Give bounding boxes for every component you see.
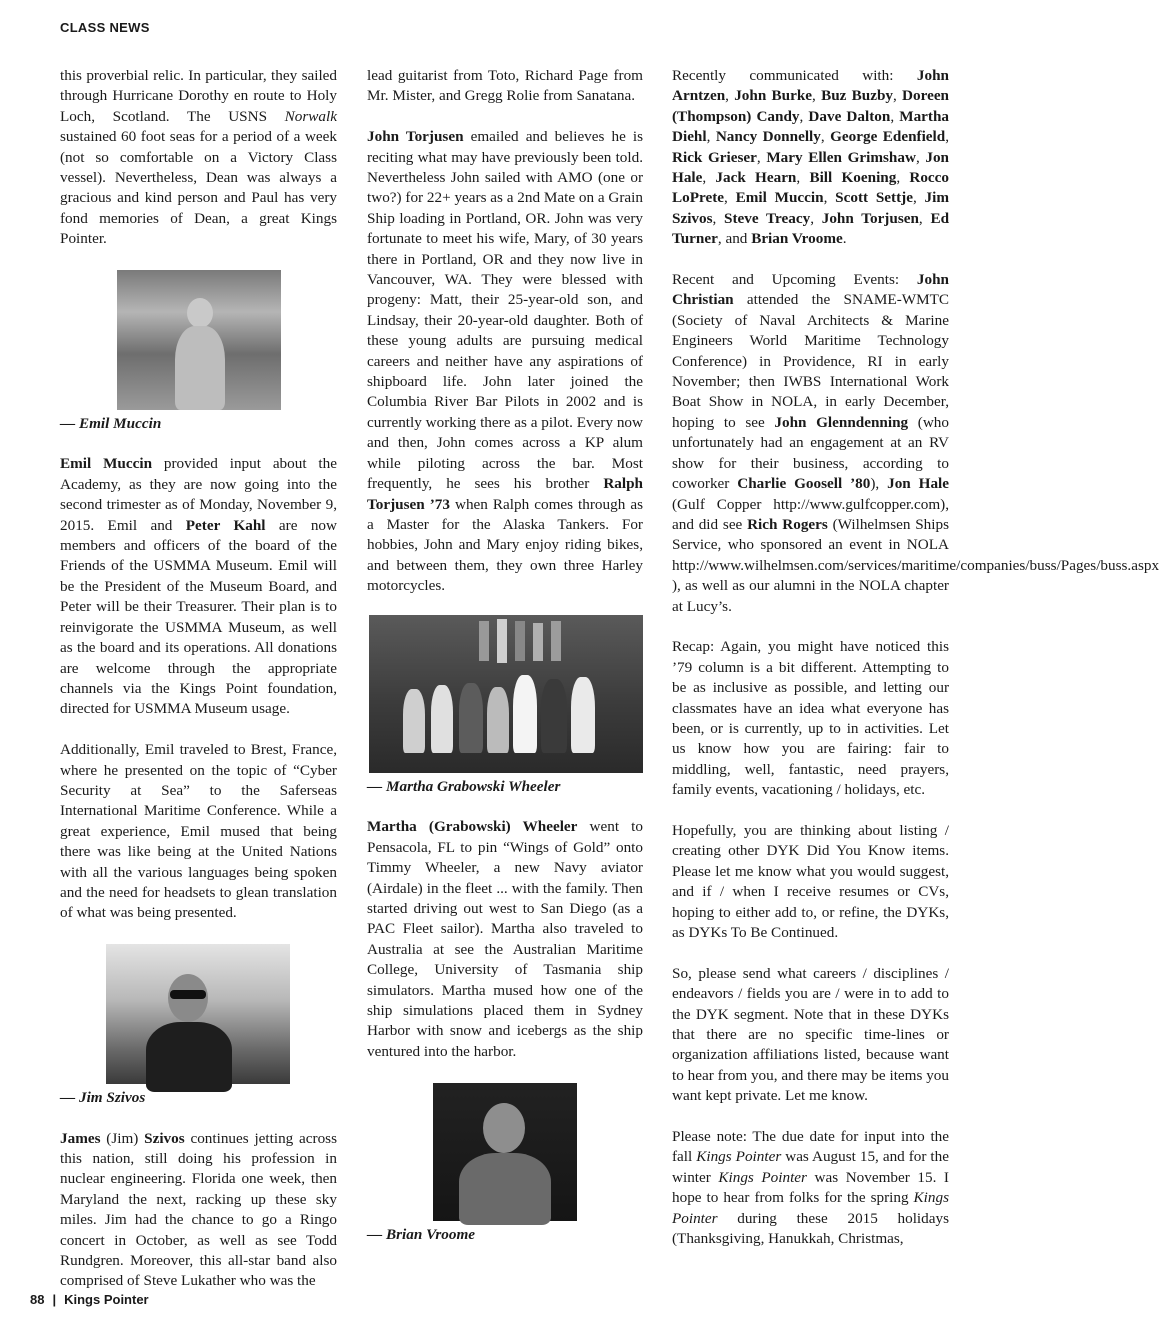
photo-brian-vroome [433,1083,577,1221]
bold-name: Emil Muccin [60,455,153,473]
bold-name: Doreen (Thompson) Candy [672,87,950,125]
bold-name: John Burke [734,87,813,105]
text-run: sustained 60 foot seas for a period of a week (not so comfortable on a Victory Class vessel). Nevertheless, Dean was always a gracious and kind person and Paul has very fond memories of Dean, a great Kings Pointer. [60,128,337,248]
paragraph [672,1127,949,1249]
column-3 [672,66,1159,1270]
column-2 [367,66,643,1265]
text-run: , [912,189,925,207]
bold-name: Ralph Torjusen ’73 [367,475,643,513]
text-run: ), [870,475,888,493]
photo-caption: — Martha Grabowski Wheeler [367,777,561,795]
bold-name: Szivos [144,1129,185,1147]
paragraph [367,127,643,596]
text-run: was August 15, and for the winter [672,1148,949,1186]
photo-caption: — Emil Muccin [60,415,162,433]
text-run: , [945,128,949,146]
bold-name: Rich Rogers [747,515,828,533]
paragraph [60,740,337,924]
paragraph [367,817,643,1062]
photo-martha-grabowski-wheeler [369,615,643,773]
bold-name: Brian Vroome [751,230,843,248]
text-run: attended the SNAME-WMTC (Society of Naval Architects & Marine Engineers World Maritime Technology Conference) in Providence, RI in early November; then IWBS International Work Boat Show in NOLA, in early December, hoping to see [672,291,949,431]
bold-name: John Torjusen [367,128,464,146]
page-footer [30,1292,149,1307]
paragraph [672,964,949,1107]
text-run: (Wilhelmsen Ships Service, who sponsored an event in NOLA http://www.wilhelmsen.com/services/maritime/companies/buss/Pages/buss.aspx ), as well as our alumni in the NOLA chapter at Lucy’s. [672,515,1159,615]
bold-name: Charlie Goosell ’80 [737,475,871,493]
text-run: provided input about the Academy, as they are now going into the second trimester as of Monday, November 9, 2015. Emil and [60,455,337,534]
paragraph [672,637,949,800]
bold-name: John Christian [672,271,949,309]
text-run: Recap: Again, you might have noticed this ’79 column is a bit different. Attempting to be as inclusive as possible, and letting our classmates have an idea what everyone has been, or is currently, up to in activities. Let us know how you are fairing: fair to middling, well, fantastic, need prayers, family events, vacationing / holidays, etc. [672,638,949,799]
paragraph [672,821,949,943]
text-run: , [702,169,716,187]
text-run: Recent and Upcoming Events: [672,271,917,289]
bold-name: James [60,1129,101,1147]
text-run: went to Pensacola, FL to pin “Wings of Gold” onto Timmy Wheeler, a new Navy aviator (Airdale) in the fleet ... with the family. Then started driving out west to San Diego (as a PAC Fleet sailor). Martha also traveled to Australia at see the Australian Maritime College, University of Tasmania ship simulators. Martha mused how one of the ship simulations placed them in Sydney Harbor with snow and icebergs as the ship ventured into the harbor. [367,818,643,1060]
text-run: , [820,128,831,146]
paragraph [672,66,949,250]
text-run: was November 15. I hope to hear from folks for the spring [672,1168,949,1207]
text-run: , [896,169,910,187]
paragraph [60,66,337,250]
text-run: this proverbial relic. In particular, they sailed through Hurricane Dorothy en route to Holy Loch, Scotland. The USNS [60,67,337,125]
text-run: when Ralph comes through as a Master for the Alaska Tankers. For hobbies, John and Mary enjoy riding bikes, and between them, they own three Harley motorcycles. [367,495,643,595]
bold-name: John Arntzen [672,67,949,105]
italic-text: Kings Pointer [718,1168,807,1186]
bold-name: Emil Muccin [735,189,824,207]
text-run: are now members and officers of the board of the Friends of the USMMA Museum. Emil will be the President of the Museum Board, and Peter will be their Treasurer. Their plan is to reinvigorate the USMMA Museum, as well as the board and its operations. All donations are welcome through the appropriate channels via the Kings Point foundation, directed for USMMA Museum usage. [60,516,337,718]
text-run: , [915,148,926,166]
text-run: Recently communicated with: [672,67,917,84]
photo-caption: — Jim Szivos [60,1089,146,1107]
text-run: So, please send what careers / disciplines / endeavors / fields you are / were in to add to the DYK segment. Note that in these DYKs that there are no specific time-lines or organization affiliations listed, because want to hear from you, and there may be items you want kept private. Let me know. [672,964,949,1105]
text-run: . [842,230,847,248]
paragraph [60,454,337,719]
footer-separator: | [52,1292,57,1307]
text-run: , [706,128,716,146]
bold-name: Jack Hearn [715,169,797,187]
italic-text: Kings Pointer [696,1148,782,1166]
bold-name: Jim Szivos [672,189,950,227]
bold-name: Buz Buzby [821,87,893,105]
bold-name: Bill Koening [809,169,897,187]
text-run: during these 2015 holidays (Thanksgiving, Hanukkah, Christmas, [672,1209,949,1248]
text-run: (who unfortunately had an engagement at an RV show for their business, according to coworker [672,413,949,493]
text-run: , [796,169,810,187]
text-run: , [812,87,822,105]
text-run: , [725,87,735,105]
text-run: , and [717,230,752,248]
publication-name: Kings Pointer [64,1292,149,1307]
section-header: CLASS NEWS [60,20,150,35]
text-run: (Jim) [100,1129,145,1147]
bold-name: Nancy Donnelly [715,128,821,146]
italic-text: Norwalk [284,107,337,125]
text-run: , [756,148,767,166]
text-run: , [799,107,809,125]
text-run: Hopefully, you are thinking about listing / creating other DYK Did You Know items. Please let me know what you would suggest, and if / when I receive resumes or CVs, hoping to either add to, or refine, the DYKs, as DYKs To Be Continued. [672,821,949,942]
paragraph [60,1129,337,1292]
paragraph [672,270,1159,617]
text-run: (Gulf Copper http://www.gulfcopper.com), and did see [672,495,949,533]
bold-name: Rocco LoPrete [672,169,950,207]
bold-name: Mary Ellen Grimshaw [766,148,916,166]
bold-name: Martha Diehl [672,107,950,146]
text-run: continues jetting across this nation, still doing his profession in nuclear engineering. Florida one week, then Maryland the next, racking up these sky miles. Jim had the chance to go a Ringo concert in October, as well as see Todd Rundgren. Moreover, this all-star band also comprised of Steve Lukather who was the [60,1129,337,1290]
text-run: , [893,87,903,105]
text-run: Additionally, Emil traveled to Brest, France, where he presented on the topic of “Cyber Security at Sea” to the Saferseas International Maritime Conference. While a great experience, Emil mused that being there was like being at the United Nations with all the various languages being spoken and the need for headsets to glean translation of what was being presented. [60,741,337,922]
bold-name: John Glenndenning [774,413,909,431]
text-run: , [823,189,836,207]
bold-name: Rick Grieser [672,148,757,166]
bold-name: Jon Hale [887,475,949,493]
bold-name: Steve Treacy [724,209,811,227]
column-1 [60,66,337,1312]
text-run: lead guitarist from Toto, Richard Page from Mr. Mister, and Gregg Rolie from Sanatana. [367,67,643,105]
bold-name: John Torjusen [821,209,919,227]
text-run: , [712,209,725,227]
text-run: , [890,107,900,125]
text-run: , [810,209,822,227]
page-number: 88 [30,1292,45,1307]
text-run: emailed and believes he is reciting what may have previously been told. Nevertheless John sailed with AMO (one or two?) for 22+ years as a 2nd Mate on a Grain Ship loading in Portland, OR. John was very fortunate to meet his wife, Mary, of 30 years there in Portland, OR and they now live in Vancouver, WA. They were blessed with progeny: Matt, their 25-year-old son, and Lindsay, their 20-year-old daughter. Both of these young adults are pursuing medical careers and neither have any aspirations of shipboard life. John later joined the Columbia River Bar Pilots in 2002 and is currently working there as a pilot. Every now and then, John comes across a KP alum while piloting across the bar. Most frequently, he sees his brother [367,128,643,493]
photo-emil-muccin [117,270,281,410]
bold-name: Jon Hale [672,148,949,187]
text-run: Please note: The due date for input into the fall [672,1128,949,1166]
italic-text: Kings Pointer [672,1189,949,1227]
photo-caption: — Brian Vroome [367,1225,476,1243]
bold-name: Martha (Grabowski) Wheeler [367,818,578,836]
photo-jim-szivos [106,944,290,1084]
paragraph [367,66,643,107]
bold-name: Scott Settje [835,189,913,207]
bold-name: George Edenfield [830,128,946,146]
text-run: , [724,189,736,207]
bold-name: Dave Dalton [808,107,891,125]
bold-name: Ed Turner [672,209,950,248]
text-run: , [918,209,931,227]
bold-name: Peter Kahl [185,516,266,534]
